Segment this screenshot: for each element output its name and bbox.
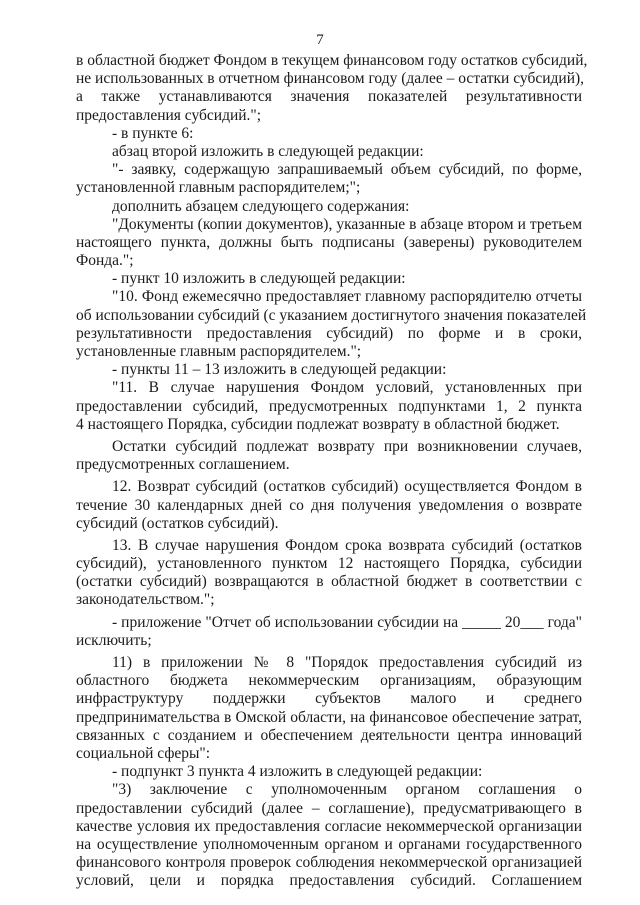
text-line: 12. Возврат субсидий (остатков субсидий) осуществляется Фондом в [112, 478, 582, 496]
page-number: 7 [316, 32, 324, 48]
text-line: установленные главным распорядителем."; [76, 343, 362, 360]
text-line: "10. Фонд ежемесячно предоставляет главному распорядителю отчеты [112, 288, 582, 306]
text-line: настоящего пункта, должны быть подписаны (заверены) руководителем [76, 233, 582, 251]
text-line: не использованных в отчетном финансовом году (далее – остатки субсидий), [76, 70, 585, 88]
text-line: дополнить абзацем следующего содержания: [112, 197, 410, 215]
text-line: финансового контроля проверок соблюдения некоммерческой организацией [76, 854, 582, 872]
text-line: "Документы (копии документов), указанные в абзаце втором и третьем [112, 215, 582, 233]
text-line: абзац второй изложить в следующей редакции: [112, 142, 424, 160]
document-body [76, 52, 588, 890]
text-line: предпринимательства в Омской области, на финансовое обеспечение затрат, [76, 708, 582, 726]
text-line: предусмотренных соглашением. [76, 456, 290, 474]
text-line: - в пункте 6: [112, 124, 194, 142]
text-line: 11) в приложении № 8 "Порядок предоставления субсидий из [112, 654, 582, 671]
text-line: результативности предоставления субсидий) по форме и в сроки, [76, 324, 582, 342]
text-line: - подпункт 3 пункта 4 изложить в следующей редакции: [112, 763, 483, 781]
text-line: установленной главным распорядителем;"; [76, 179, 361, 197]
text-line: течение 30 календарных дней со дня получения уведомления о возврате [76, 496, 582, 514]
text-line: условий, цели и порядка предоставления субсидий. Соглашением [76, 872, 582, 890]
text-line: предоставлении субсидий, предусмотренных подпунктами 1, 2 пункта [76, 397, 582, 415]
text-line: в областной бюджет Фондом в текущем финансовом году остатков субсидий, [76, 52, 588, 69]
text-line: инфраструктуру поддержки субъектов малого и среднего [76, 690, 582, 708]
text-line: предоставления субсидий."; [76, 106, 262, 124]
text-line: (остатки субсидий) возвращаются в областной бюджет в соответствии с [76, 573, 582, 591]
text-line: - пункт 10 изложить в следующей редакции: [112, 270, 406, 288]
text-line: - пункты 11 – 13 изложить в следующей редакции: [112, 361, 447, 379]
text-line: субсидий), установленного пунктом 12 настоящего Порядка, субсидии [76, 555, 582, 573]
text-line: Остатки субсидий подлежат возврату при возникновении случаев, [112, 437, 582, 455]
text-line: на осуществление уполномоченным органом и органами государственного [76, 835, 582, 853]
text-line: качестве условия их предоставления согласие некоммерческой организации [76, 817, 582, 835]
text-line: "3) заключение с уполномоченным органом соглашения о [112, 781, 582, 799]
text-line: законодательством."; [76, 591, 215, 609]
text-line: "11. В случае нарушения Фондом условий, установленных при [112, 379, 582, 397]
text-line: предоставлении субсидий (далее – соглашение), предусматривающего в [76, 799, 582, 817]
text-line: исключить; [76, 631, 152, 649]
text-line: социальной сферы": [76, 744, 211, 762]
text-line: - приложение "Отчет об использовании субсидии на _____ 20___ года" [112, 613, 582, 631]
text-line: связанных с созданием и обеспечением деятельности центра инноваций [76, 726, 582, 744]
text-line: а также устанавливаются значения показателей результативности [76, 88, 582, 106]
text-line: Фонда."; [76, 252, 134, 270]
text-line: "- заявку, содержащую запрашиваемый объем субсидий, по форме, [112, 161, 582, 179]
text-line: об использовании субсидий (с указанием достигнутого значения показателей [76, 306, 587, 324]
text-line: 13. В случае нарушения Фондом срока возврата субсидий (остатков [112, 536, 582, 554]
text-line: областного бюджета некоммерческим организациям, образующим [76, 672, 582, 690]
text-line: 4 настоящего Порядка, субсидии подлежат возврату в областной бюджет. [76, 415, 560, 433]
text-line: субсидий (остатков субсидий). [76, 514, 279, 532]
